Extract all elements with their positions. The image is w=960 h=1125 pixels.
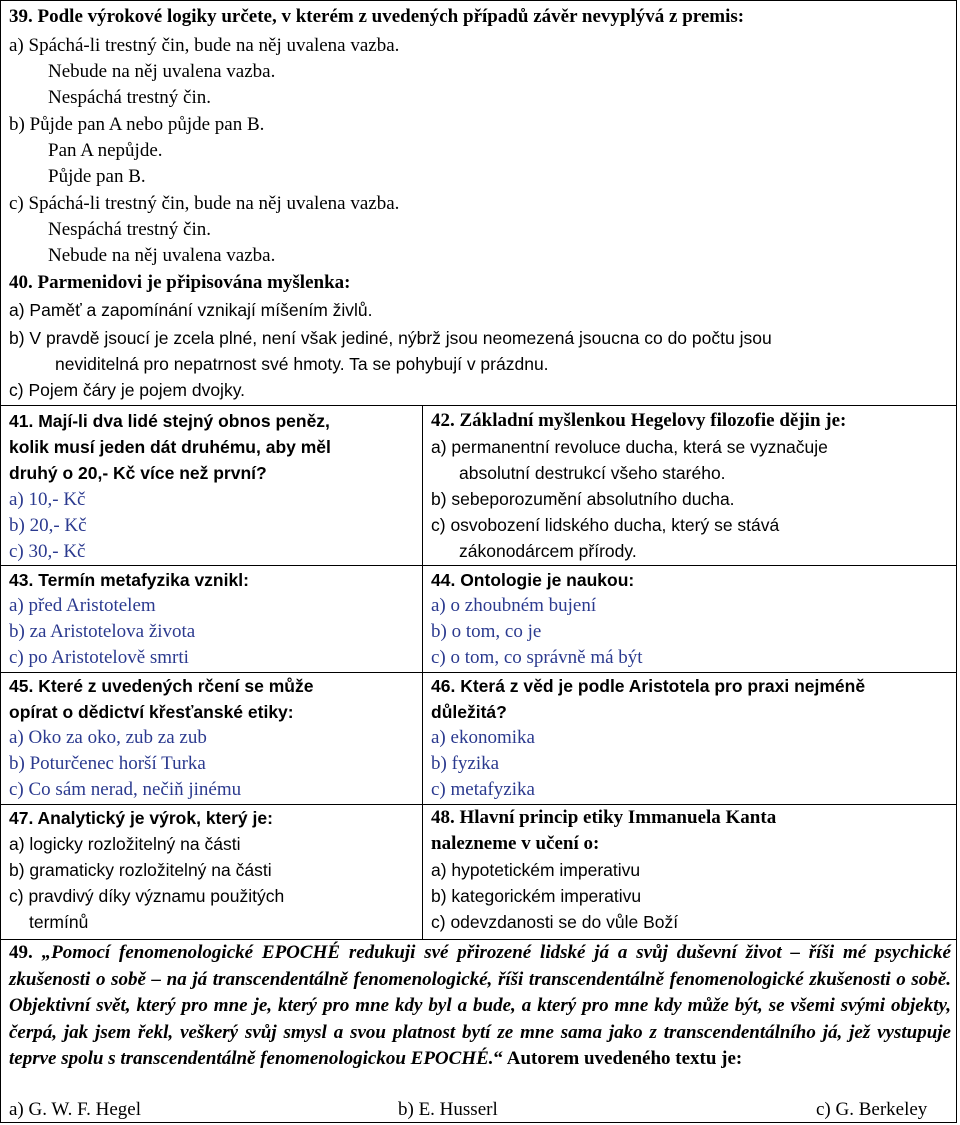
q39-b-line1: b) Půjde pan A nebo půjde pan B. [9, 114, 265, 135]
q40-title: 40. Parmenidovi je připisována myšlenka: [9, 272, 351, 293]
q48-title-line1: 48. Hlavní princip etiky Immanuela Kanta [431, 807, 777, 828]
q41-title-line3: druhý o 20,- Kč více než první? [9, 463, 267, 483]
q48-title-line2: nalezneme v učení o: [431, 833, 600, 854]
q45-answer-b: b) Poturčenec horší Turka [9, 753, 206, 774]
q42-answer-b: b) sebeporozumění absolutního ducha. [431, 489, 735, 509]
q42-answer-a-line1: a) permanentní revoluce ducha, která se vyznačuje [431, 437, 828, 457]
q49-answer-b: b) E. Husserl [398, 1099, 498, 1120]
q43-answer-a: a) před Aristotelem [9, 595, 156, 616]
q40-answer-b-line1: b) V pravdě jsoucí je zcela plné, není však jediné, nýbrž jsou neomezená jsoucna co do počtu jsou [9, 328, 772, 348]
q48-answer-a: a) hypotetickém imperativu [431, 860, 641, 880]
q49-number: 49. [9, 942, 42, 963]
q42-title: 42. Základní myšlenkou Hegelovy filozofie dějin je: [431, 410, 847, 431]
q47-answer-c-line2: termínů [29, 912, 89, 932]
q48-answer-b: b) kategorickém imperativu [431, 886, 642, 906]
q44-answer-c: c) o tom, co správně má být [431, 647, 643, 668]
q46-answer-b: b) fyzika [431, 753, 500, 774]
q41-title-line2: kolik musí jeden dát druhému, aby měl [9, 437, 331, 457]
q44-answer-b: b) o tom, co je [431, 621, 542, 642]
q45-answer-a: a) Oko za oko, zub za zub [9, 727, 207, 748]
q39-title: 39. Podle výrokové logiky určete, v kterém z uvedených případů závěr nevyplývá z premis: [9, 6, 745, 27]
q44-title: 44. Ontologie je naukou: [431, 570, 635, 590]
q42-answer-c-line1: c) osvobození lidského ducha, který se stává [431, 515, 780, 535]
q43-answer-b: b) za Aristotelova života [9, 621, 196, 642]
q47-answer-a: a) logicky rozložitelný na části [9, 834, 241, 854]
q48-answer-c: c) odevzdanosti se do vůle Boží [431, 912, 679, 932]
q41-answer-b: b) 20,- Kč [9, 515, 87, 536]
q46-title-line2: důležitá? [431, 702, 507, 722]
q39-a-line2: Nebude na něj uvalena vazba. [48, 61, 276, 82]
divider [1, 565, 956, 566]
q46-title-line1: 46. Která z věd je podle Aristotela pro praxi nejméně [431, 676, 866, 696]
q49-answer-c: c) G. Berkeley [816, 1099, 928, 1120]
q39-a-line1: a) Spáchá-li trestný čin, bude na něj uvalena vazba. [9, 35, 400, 56]
q39-c-line1: c) Spáchá-li trestný čin, bude na něj uvalena vazba. [9, 193, 400, 214]
q39-b-line2: Pan A nepůjde. [48, 140, 163, 161]
q41-title-line1: 41. Mají-li dva lidé stejný obnos peněz, [9, 411, 330, 431]
q39-c-line3: Nebude na něj uvalena vazba. [48, 245, 276, 266]
q44-answer-a: a) o zhoubném bujení [431, 595, 597, 616]
q49-quote: „Pomocí fenomenologické EPOCHÉ redukuji své přirozené lidské já a svůj duševní život – říši mé psychické zkušenosti o sobě – na já transcendentálně fenomenologické, říši transcendentálně fenomenologické zkušenosti o sobě. Objektivní svět, který pro mne je, který pro mne kdy byl a bude, a který pro mne kdy může být, se všemi svými objekty, čerpá, jak jsem řekl, veškerý svůj smysl a svou platnost bytí ze mne sama jako z transcendentálního já, jež vystupuje teprve spolu s transcendentálně fenomenologickou EPOCHÉ. [9, 942, 951, 1069]
q39-c-line2: Nespáchá trestný čin. [48, 219, 212, 240]
q40-answer-a: a) Paměť a zapomínání vznikají míšením živlů. [9, 300, 373, 320]
q39-a-line3: Nespáchá trestný čin. [48, 87, 212, 108]
q47-title: 47. Analytický je výrok, který je: [9, 808, 273, 828]
q42-answer-c-line2: zákonodárcem přírody. [459, 541, 637, 561]
q39-b-line3: Půjde pan B. [48, 166, 146, 187]
q41-answer-c: c) 30,- Kč [9, 541, 86, 562]
q40-answer-b-line2: neviditelná pro nepatrnost své hmoty. Ta se pohybují v prázdnu. [55, 354, 549, 374]
q49-question: “ Autorem uvedeného textu je: [493, 1048, 743, 1069]
q40-answer-c: c) Pojem čáry je pojem dvojky. [9, 380, 246, 400]
q42-answer-a-line2: absolutní destrukcí všeho starého. [459, 463, 726, 483]
q45-title-line1: 45. Které z uvedených rčení se může [9, 676, 314, 696]
q49-paragraph [9, 940, 951, 1073]
q45-answer-c: c) Co sám nerad, nečiň jinému [9, 779, 242, 800]
q41-answer-a: a) 10,- Kč [9, 489, 86, 510]
q43-answer-c: c) po Aristotelově smrti [9, 647, 189, 668]
divider [1, 405, 956, 406]
q47-answer-b: b) gramaticky rozložitelný na části [9, 860, 272, 880]
q45-title-line2: opírat o dědictví křesťanské etiky: [9, 702, 294, 722]
q46-answer-c: c) metafyzika [431, 779, 535, 800]
q49-answer-a: a) G. W. F. Hegel [9, 1099, 141, 1120]
q43-title: 43. Termín metafyzika vznikl: [9, 570, 249, 590]
q47-answer-c-line1: c) pravdivý díky významu použitých [9, 886, 285, 906]
q46-answer-a: a) ekonomika [431, 727, 535, 748]
